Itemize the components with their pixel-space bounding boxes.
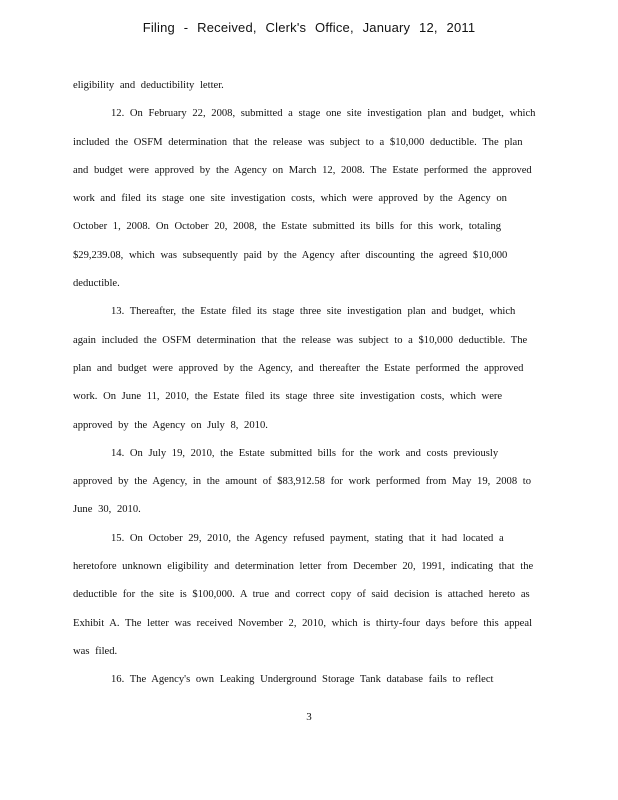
- paragraph-15: 15. On October 29, 2010, the Agency refused payment, stating that it had located a heretofore unknown eligibility and determination letter from December 20, 1991, indicating that the deductible for the site is $100,000. A true and correct copy of said decision is attached hereto as Exhibit A. The letter was received November 2, 2010, which is thirty-four days before this appeal was filed.: [73, 532, 534, 657]
- paragraph-12: 12. On February 22, 2008, submitted a stage one site investigation plan and budget, which included the OSFM determination that the release was subject to a $10,000 deductible. The plan and budget were approved by the Agency on March 12, 2008. The Estate performed the approved work and filed its stage one site investigation costs, which were approved by the Agency on October 1, 2008. On October 20, 2008, the Estate submitted its bills for this work, totaling $29,239.08, which was subsequently paid by the Agency after discounting the agreed $10,000 deductible.: [73, 108, 536, 290]
- paragraph-14: 14. On July 19, 2010, the Estate submitted bills for the work and costs previously approved by the Agency, in the amount of $83,912.58 for work performed from May 19, 2008 to June 30, 2010.: [73, 447, 532, 516]
- paragraph-16: 16. The Agency's own Leaking Underground Storage Tank database fails to reflect: [111, 674, 494, 686]
- paragraph-13: 13. Thereafter, the Estate filed its stage three site investigation plan and budget, which again included the OSFM determination that the release was subject to a $10,000 deductible. The plan and budget were approved by the Agency, and thereafter the Estate performed the approved work. On June 11, 2010, the Estate filed its stage three site investigation costs, which were approved by the Agency on July 8, 2010.: [73, 306, 528, 431]
- document-body: [73, 72, 543, 695]
- paragraph-continuation: eligibility and deductibility letter.: [73, 80, 224, 91]
- filing-header: Filing - Received, Clerk's Office, January 12, 2011: [142, 20, 476, 35]
- page-number: 3: [306, 711, 312, 723]
